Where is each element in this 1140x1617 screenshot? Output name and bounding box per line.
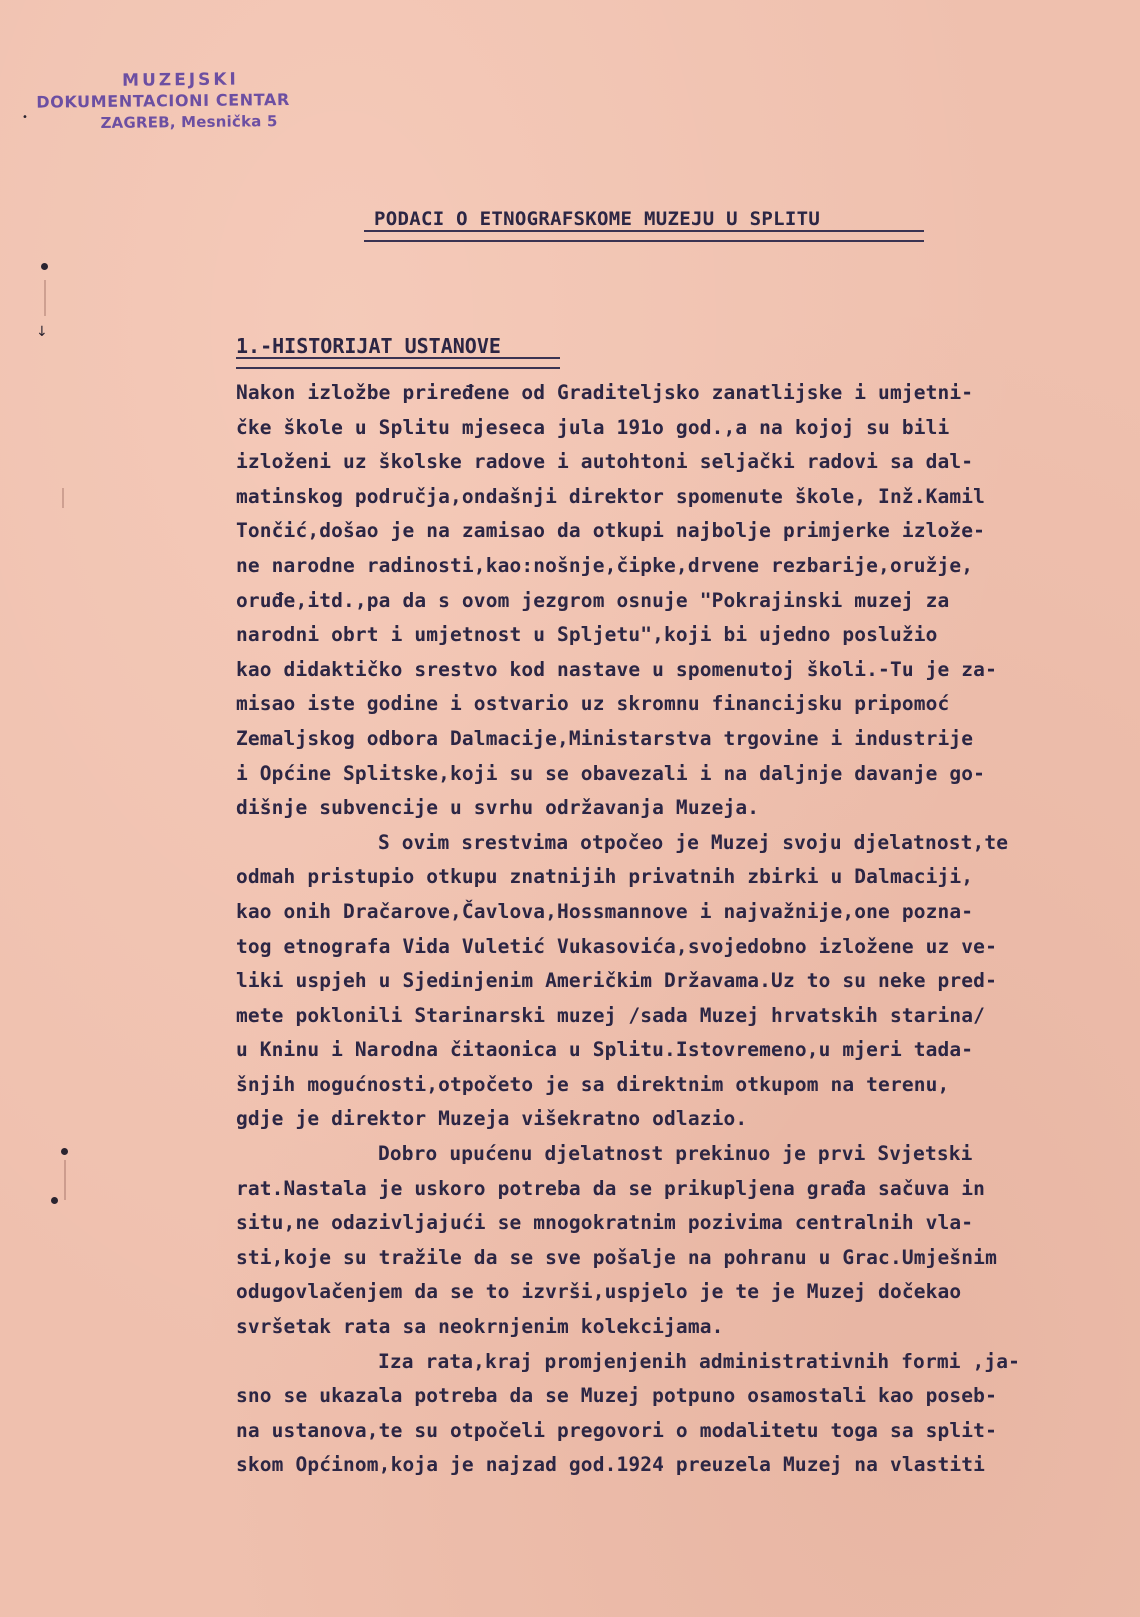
stamp-line-1: MUZEJSKI <box>122 69 239 91</box>
section-double-underline <box>236 357 560 369</box>
body-text <box>236 376 1136 1483</box>
document-title: PODACI O ETNOGRAFSKOME MUZEJU U SPLITU <box>374 208 821 230</box>
text-line: liki uspjeh u Sjedinjenim Američkim Državama.Uz to su neke pred- <box>236 969 997 993</box>
text-line: gdje je direktor Muzeja višekratno odlazio. <box>236 1107 748 1131</box>
text-line: odugovlačenjem da se to izvrši,uspjelo je te je Muzej dočekao <box>236 1280 962 1304</box>
text-line: misao iste godine i ostvario uz skromnu financijsku pripomoć <box>236 692 950 716</box>
text-line: rat.Nastala je uskoro potreba da se prikupljena građa sačuva in <box>236 1176 986 1200</box>
text-line: kao didaktičko srestvo kod nastave u spomenutoj školi.-Tu je za- <box>236 657 997 681</box>
text-line: dišnje subvencije u svrhu održavanja Muzeja. <box>236 796 760 820</box>
title-double-underline <box>364 230 924 242</box>
text-line: Zemaljskog odbora Dalmacije,Ministarstva trgovine i industrije <box>236 726 974 750</box>
text-line: izloženi uz školske radove i autohtoni seljački radovi sa dal- <box>236 450 974 474</box>
text-line: matinskog područja,ondašnji direktor spomenute škole, Inž.Kamil <box>236 484 986 508</box>
text-line: Iza rata,kraj promjenjenih administrativnih formi ,ja- <box>378 1349 1021 1373</box>
text-line: narodni obrt i umjetnost u Spljetu",koji bi ujedno poslužio <box>236 623 938 647</box>
stamp-line-2: DOKUMENTACIONI CENTAR <box>36 90 290 112</box>
text-line: sno se ukazala potreba da se Muzej potpuno osamostali kao poseb- <box>236 1384 997 1408</box>
text-line: odmah pristupio otkupu znatnijih privatnih zbirki u Dalmaciji, <box>236 865 974 889</box>
text-line: tog etnografa Vida Vuletić Vukasovića,svojedobno izložene uz ve- <box>236 934 997 958</box>
text-line: kao onih Dračarove,Čavlova,Hossmannove i najvažnije,one pozna- <box>236 899 974 923</box>
margin-trace <box>64 1160 66 1200</box>
text-line: oruđe,itd.,pa da s ovom jezgrom osnuje "Pokrajinski muzej za <box>236 588 950 612</box>
margin-trace <box>44 280 46 316</box>
margin-mark: • <box>22 112 28 123</box>
text-line: Tončić,došao je na zamisao da otkupi najbolje primjerke izlože- <box>236 519 986 543</box>
text-line: u Kninu i Narodna čitaonica u Splitu.Istovremeno,u mjeri tada- <box>236 1038 974 1062</box>
archive-stamp <box>36 68 356 133</box>
text-line: Dobro upućenu djelatnost prekinuo je prvi Svjetski <box>378 1142 973 1166</box>
margin-mark: ↓ <box>36 324 48 340</box>
text-line: S ovim srestvima otpočeo je Muzej svoju djelatnost,te <box>378 830 1009 854</box>
stamp-line-3: ZAGREB, Mesnička 5 <box>100 112 278 133</box>
punch-hole-mark <box>41 263 48 270</box>
text-line: sti,koje su tražile da se sve pošalje na pohranu u Grac.Umješnim <box>236 1245 997 1269</box>
section-heading: 1.-HISTORIJAT USTANOVE <box>236 334 501 358</box>
text-line: skom Općinom,koja je najzad god.1924 preuzela Muzej na vlastiti <box>236 1453 986 1477</box>
text-line: ne narodne radinosti,kao:nošnje,čipke,drvene rezbarije,oružje, <box>236 553 974 577</box>
text-line: mete poklonili Starinarski muzej /sada Muzej hrvatskih starina/ <box>236 1003 986 1027</box>
text-line: šnjih mogućnosti,otpočeto je sa direktnim otkupom na terenu, <box>236 1072 950 1096</box>
text-line: situ,ne odazivljajući se mnogokratnim pozivima centralnih vla- <box>236 1211 974 1235</box>
punch-hole-mark <box>51 1197 58 1204</box>
margin-trace <box>62 488 64 508</box>
text-line: na ustanova,te su otpočeli pregovori o modalitetu toga sa split- <box>236 1418 997 1442</box>
text-line: Nakon izložbe priređene od Graditeljsko zanatlijske i umjetni- <box>236 381 974 404</box>
text-line: i Općine Splitske,koji su se obavezali i na daljnje davanje go- <box>236 761 986 785</box>
text-line: svršetak rata sa neokrnjenim kolekcijama. <box>236 1315 724 1339</box>
text-line: čke škole u Splitu mjeseca jula 191o god.,a na kojoj su bili <box>236 415 950 439</box>
punch-hole-mark <box>61 1148 68 1155</box>
